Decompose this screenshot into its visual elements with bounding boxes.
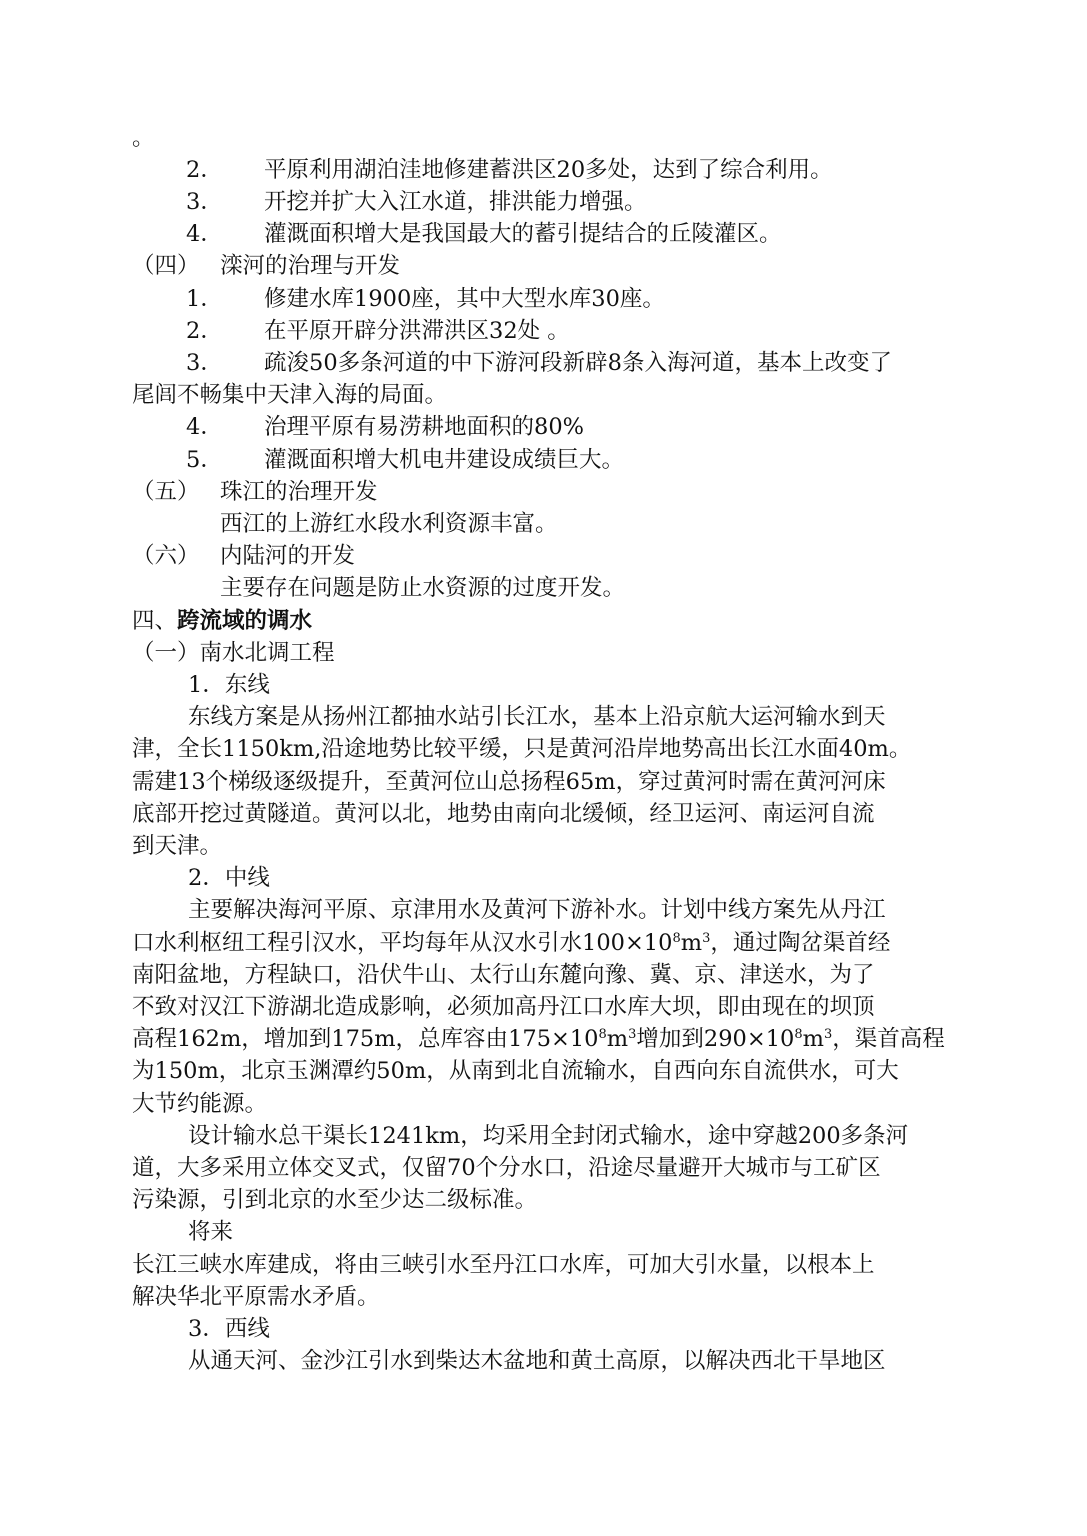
superscript: 8 <box>672 931 681 946</box>
list-text: 在平原开辟分洪滞洪区32处 。 <box>264 318 570 344</box>
text-run: 高程162m，增加到175m，总库容由175×10 <box>132 1026 599 1052</box>
paragraph-text: 解决华北平原需水矛盾。 <box>132 1284 380 1310</box>
subsection-heading <box>0 669 1087 701</box>
paragraph-text: 为150m，北京玉渊潭约50m，从南到北自流输水，自西向东自流供水，可大 <box>132 1058 899 1084</box>
list-number: 2． <box>186 157 223 183</box>
text-line <box>0 701 1087 733</box>
list-text: 平原利用湖泊洼地修建蓄洪区20多处，达到了综合利用。 <box>264 157 833 183</box>
list-number: 2． <box>186 318 223 344</box>
text-line <box>0 1152 1087 1184</box>
superscript: 3 <box>702 931 711 946</box>
text-line <box>0 1345 1087 1377</box>
list-number: 5． <box>186 447 223 473</box>
list-number: 3． <box>186 350 223 376</box>
text-run: m <box>606 1026 629 1052</box>
text-line <box>0 1184 1087 1216</box>
text-line <box>0 1023 1087 1055</box>
list-item <box>0 444 1087 476</box>
chapter-heading-text <box>132 605 312 637</box>
list-text: 疏浚50多条河道的中下游河段新辟8条入海河道，基本上改变了 <box>264 350 892 376</box>
text-line <box>0 991 1087 1023</box>
subsection-title: （一）南水北调工程 <box>132 640 335 666</box>
text-line <box>0 572 1087 604</box>
text-line <box>0 894 1087 926</box>
text-line <box>0 1281 1087 1313</box>
section-heading <box>0 540 1087 572</box>
paragraph-fragment: 。 <box>132 125 155 151</box>
text-run: 口水利枢纽工程引汉水，平均每年从汉水引水100×10 <box>132 930 673 956</box>
chapter-number: 四、 <box>132 608 178 634</box>
superscript: 3 <box>823 1027 833 1042</box>
list-number: 4． <box>186 414 223 440</box>
text-line <box>0 927 1087 959</box>
text-run: 增加到290×10 <box>636 1026 795 1052</box>
list-number: 1． <box>186 286 223 312</box>
list-item <box>0 411 1087 443</box>
paragraph-text: 东线方案是从扬州江都抽水站引长江水，基本上沿京航大运河输水到天 <box>188 704 886 730</box>
section-heading <box>0 476 1087 508</box>
paragraph-text: 从通天河、金沙江引水到柴达木盆地和黄土高原，以解决西北干旱地区 <box>188 1348 886 1374</box>
subsection-heading <box>0 1313 1087 1345</box>
list-item <box>0 154 1087 186</box>
paragraph-text <box>132 1023 945 1059</box>
text-line <box>0 1249 1087 1281</box>
list-text: 治理平原有易涝耕地面积的80% <box>264 414 585 440</box>
paragraph-text: 西江的上游红水段水利资源丰富。 <box>220 511 558 537</box>
chapter-title: 跨流域的调水 <box>177 608 313 634</box>
list-text: 修建水库1900座，其中大型水库30座。 <box>264 286 665 312</box>
text-run: m <box>802 1026 824 1052</box>
section-title: 滦河的治理与开发 <box>220 253 401 279</box>
paragraph-text: 道，大多采用立体交叉式，仅留70个分水口，沿途尽量避开大城市与工矿区 <box>132 1155 881 1181</box>
subsection-title: 1．东线 <box>188 672 270 698</box>
text-line <box>0 830 1087 862</box>
section-marker: （五） <box>132 479 200 505</box>
text-run: ，渠首高程 <box>832 1026 945 1052</box>
superscript: 3 <box>628 1027 637 1042</box>
text-line <box>0 733 1087 765</box>
paragraph-text: 大节约能源。 <box>132 1091 268 1117</box>
list-text: 灌溉面积增大机电井建设成绩巨大。 <box>264 447 625 473</box>
text-line <box>0 1216 1087 1248</box>
section-marker: （四） <box>132 253 200 279</box>
paragraph-text: 污染源，引到北京的水至少达二级标准。 <box>132 1187 538 1213</box>
paragraph-text: 不致对汉江下游湖北造成影响，必须加高丹江口水库大坝，即由现在的坝顶 <box>132 994 875 1020</box>
paragraph-text: 到天津。 <box>132 833 223 859</box>
subsection-title: 2．中线 <box>188 865 270 891</box>
paragraph-text <box>132 927 890 963</box>
paragraph-text: 主要解决海河平原、京津用水及黄河下游补水。计划中线方案先从丹江 <box>188 897 886 923</box>
paragraph-text: 长江三峡水库建成，将由三峡引水至丹江口水库，可加大引水量，以根本上 <box>132 1252 875 1278</box>
superscript: 8 <box>794 1027 803 1042</box>
text-line <box>0 122 1087 154</box>
paragraph-text: 南阳盆地，方程缺口，沿伏牛山、太行山东麓向豫、冀、京、津送水，为了 <box>132 962 875 988</box>
paragraph-text: 主要存在问题是防止水资源的过度开发。 <box>220 575 626 601</box>
superscript: 8 <box>598 1027 607 1042</box>
text-line <box>0 1055 1087 1087</box>
paragraph-text: 津，全长1150km,沿途地势比较平缓，只是黄河沿岸地势高出长江水面40m。 <box>132 736 912 762</box>
text-line <box>0 798 1087 830</box>
text-line <box>0 508 1087 540</box>
list-item <box>0 218 1087 250</box>
text-run: m <box>680 930 703 956</box>
list-item <box>0 315 1087 347</box>
text-line <box>0 766 1087 798</box>
list-item <box>0 347 1087 379</box>
paragraph-text: 将来 <box>188 1219 234 1245</box>
list-item <box>0 283 1087 315</box>
list-text: 灌溉面积增大是我国最大的蓄引提结合的丘陵灌区。 <box>264 221 782 247</box>
text-line <box>0 1120 1087 1152</box>
text-line <box>0 1088 1087 1120</box>
paragraph-text: 设计输水总干渠长1241km，均采用全封闭式输水，途中穿越200多条河 <box>188 1123 909 1149</box>
paragraph-text: 需建13个梯级逐级提升，至黄河位山总扬程65m，穿过黄河时需在黄河河床 <box>132 769 886 795</box>
text-run: ，通过陶岔渠首经 <box>710 930 891 956</box>
section-title: 内陆河的开发 <box>220 543 356 569</box>
text-line <box>0 379 1087 411</box>
subsection-title: 3．西线 <box>188 1316 270 1342</box>
chapter-heading <box>0 605 1087 637</box>
paragraph-text: 底部开挖过黄隧道。黄河以北，地势由南向北缓倾，经卫运河、南运河自流 <box>132 801 875 827</box>
list-number: 4． <box>186 221 223 247</box>
subsection-heading <box>0 637 1087 669</box>
list-item <box>0 186 1087 218</box>
section-heading <box>0 250 1087 282</box>
subsection-heading <box>0 862 1087 894</box>
section-marker: （六） <box>132 543 200 569</box>
text-line <box>0 959 1087 991</box>
section-title: 珠江的治理开发 <box>220 479 378 505</box>
list-text-continuation: 尾闾不畅集中天津入海的局面。 <box>132 382 448 408</box>
list-number: 3． <box>186 189 223 215</box>
list-text: 开挖并扩大入江水道，排洪能力增强。 <box>264 189 647 215</box>
